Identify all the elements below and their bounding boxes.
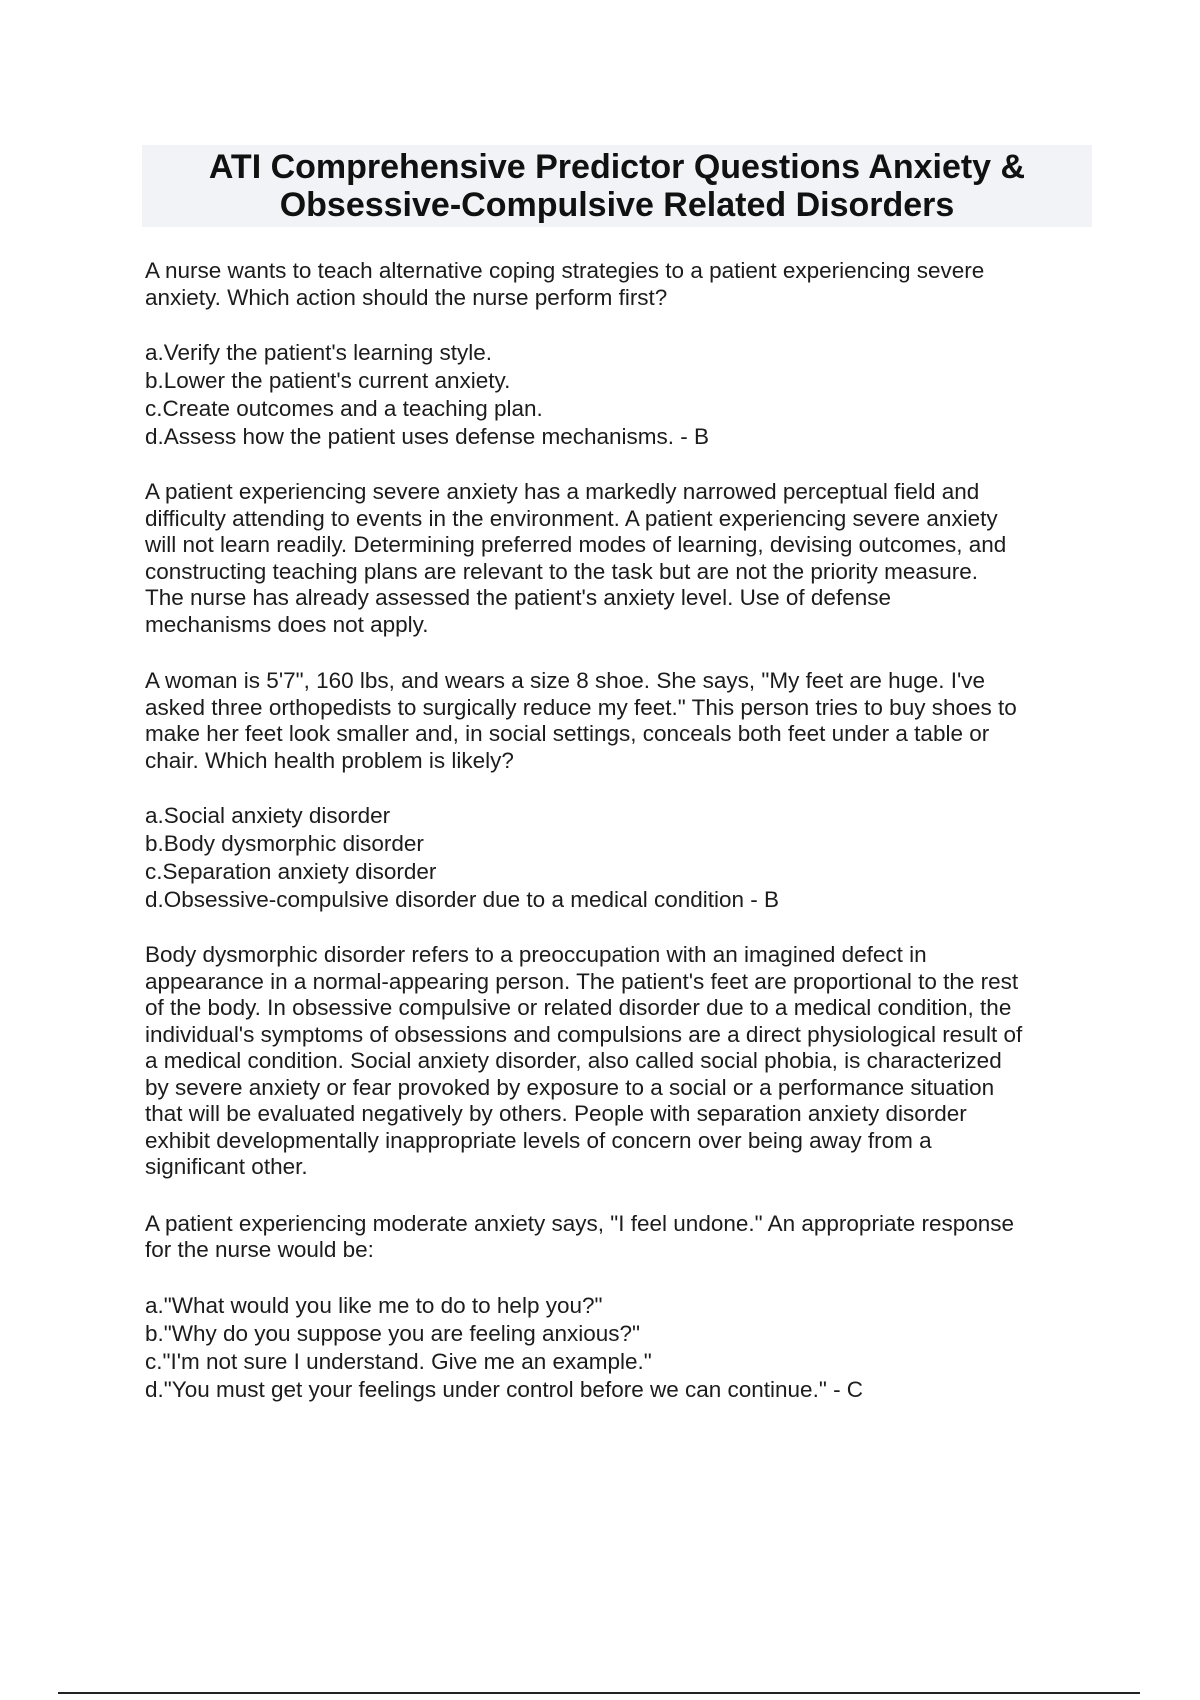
text-line: A patient experiencing moderate anxiety says, "I feel undone." An appropriate response [145,1210,1015,1236]
option-d: d.Assess how the patient uses defense mechanisms. - B [145,424,710,449]
text-line: appearance in a normal-appearing person. The patient's feet are proportional to the rest [145,968,1019,994]
text-line: individual's symptoms of obsessions and compulsions are a direct physiological result of [145,1021,1023,1047]
text-line: Body dysmorphic disorder refers to a preoccupation with an imagined defect in [145,942,927,967]
question-3-options [145,1292,1100,1404]
text-line: The nurse has already assessed the patient's anxiety level. Use of defense [145,585,891,610]
question-2-stem [145,668,1100,774]
text-line: constructing teaching plans are relevant to the task but are not the priority measure. [145,558,978,584]
option-c: c."I'm not sure I understand. Give me an example." [145,1348,652,1374]
text-line: by severe anxiety or fear provoked by exposure to a social or a performance situation [145,1074,995,1100]
option-b: b.Body dysmorphic disorder [145,831,424,856]
text-line: A nurse wants to teach alternative coping strategies to a patient experiencing severe [145,258,985,283]
text-line: difficulty attending to events in the environment. A patient experiencing severe anxiety [145,505,998,531]
question-1-rationale [145,479,1100,638]
option-a: a.Social anxiety disorder [145,803,391,828]
text-line: chair. Which health problem is likely? [145,747,514,773]
question-1-stem [145,258,1100,311]
text-line: of the body. In obsessive compulsive or related disorder due to a medical condition, the [145,995,1012,1020]
title-line-1: ATI Comprehensive Predictor Questions Anxiety & [208,148,1026,186]
option-d: d.Obsessive-compulsive disorder due to a medical condition - B [145,887,780,912]
text-line: that will be evaluated negatively by others. People with separation anxiety disorder [145,1101,967,1126]
text-line: A patient experiencing severe anxiety has a markedly narrowed perceptual field and [145,479,980,504]
text-line: A woman is 5'7", 160 lbs, and wears a size 8 shoe. She says, "My feet are huge. I've [145,668,986,693]
title-line-2: Obsessive-Compulsive Related Disorders [279,186,955,224]
question-3-stem [145,1211,1100,1264]
text-line: for the nurse would be: [145,1237,374,1262]
option-b: b."Why do you suppose you are feeling anxious?" [145,1320,641,1346]
question-1-options [145,339,1100,451]
page-bottom-rule [58,1692,1140,1694]
text-line: anxiety. Which action should the nurse perform first? [145,284,668,310]
text-line: will not learn readily. Determining preferred modes of learning, devising outcomes, and [145,532,1007,557]
option-b: b.Lower the patient's current anxiety. [145,368,511,393]
text-line: a medical condition. Social anxiety disorder, also called social phobia, is characterized [145,1048,1002,1073]
text-line: asked three orthopedists to surgically reduce my feet." This person tries to buy shoes to [145,694,1017,720]
option-c: c.Create outcomes and a teaching plan. [145,396,543,421]
document-title [142,145,1092,227]
option-c: c.Separation anxiety disorder [145,859,437,884]
document-body [145,258,1100,1404]
text-line: mechanisms does not apply. [145,611,429,637]
text-line: make her feet look smaller and, in social settings, conceals both feet under a table or [145,721,990,746]
question-2-rationale [145,942,1100,1181]
option-a: a.Verify the patient's learning style. [145,340,492,365]
option-d: d."You must get your feelings under control before we can continue." - C [145,1376,864,1402]
text-line: significant other. [145,1154,308,1179]
question-2-options [145,802,1100,914]
text-line: exhibit developmentally inappropriate levels of concern over being away from a [145,1127,932,1153]
option-a: a."What would you like me to do to help you?" [145,1292,603,1318]
